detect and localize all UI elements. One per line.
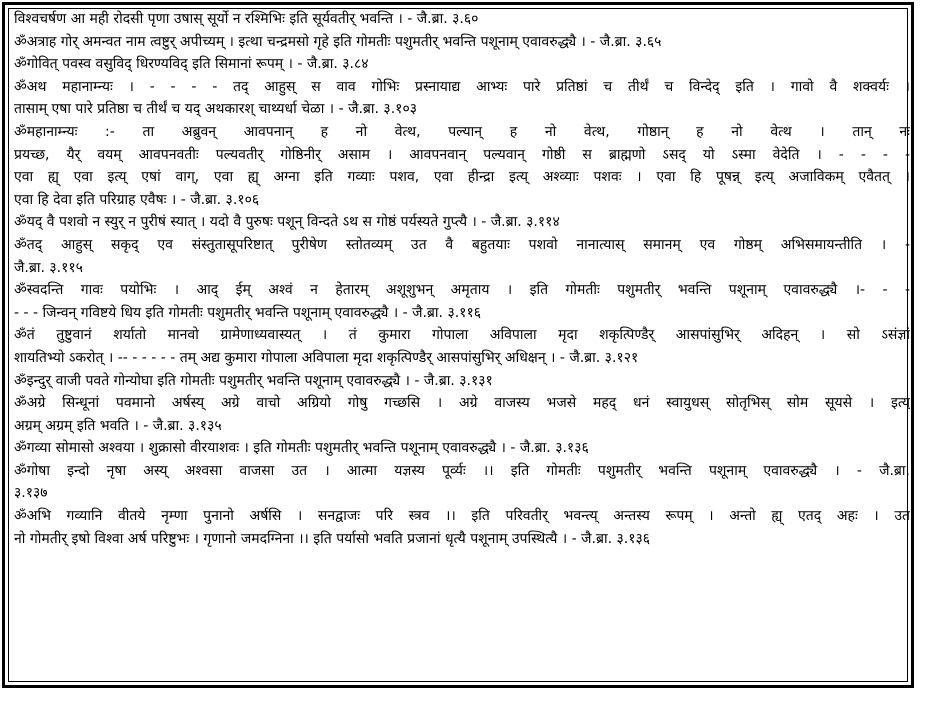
sanskrit-text-block: [14, 8, 910, 550]
text-line: ॐअथ महानाम्न्यः । - - - - तद् आहुस् स वाव गोभिः प्रस्नायाद्य आभ्यः पारे प्रतिष्ठां च तीर्थं च विन्देद् इति । गावो वै शक्वर्यः ।: [14, 78, 910, 95]
text-line: प्रयच्छ, यैर् वयम् आवपनवतीः पल्यवतीर् गोष्ठिनीर् असाम । आवपनवान् पल्यवान् गोष्ठी स ब्राह्मणो ऽसद् यो ऽस्मा वेदेति । - - - -: [14, 146, 910, 163]
text-line: एवा हि देवा इति परिग्राह एवैषः । - जै.ब्रा. ३.१०६: [14, 191, 260, 208]
text-line: जै.ब्रा. ३.११५: [14, 259, 83, 276]
text-line: ३.१३७: [14, 485, 48, 502]
text-line: शायतिभ्यो ऽकरोत् । -- - - - - - तम् अद्य कुमारा गोपाला अविपाला मृदा शकृत्पिण्डैर् आसपांसुभिर् अधिक्षन् । - जै.ब्रा. ३.१२१: [14, 349, 639, 366]
text-line: विश्वचर्षण आ मही रोदसी पृणा उषास् सूर्यो न रश्मिभिः इति सूर्यवतीर् भवन्ति । - जै.ब्रा. ३.६०: [14, 11, 479, 27]
text-line: - - - जिन्वन् गविष्टये धिय इति गोमतीः पशुमतीर् भवन्ति पशूनाम् एवावरुद्ध्यै । - जै.ब्रा. ३.११६: [14, 304, 482, 321]
text-line: ॐमहानाम्न्यः :- ता अब्रुवन् आवपनान् ह नो वेत्थ, पल्यान् ह नो वेत्थ, गोष्ठान् ह नो वेत्थ । तान् नः: [14, 123, 910, 140]
text-line: ॐअत्राह गोर् अमन्वत नाम त्वष्टुर् अपीच्यम् । इत्था चन्द्रमसो गृहे इति गोमतीः पशुमतीर् भवन्ति पशूनाम् एवावरुद्ध्यै । - जै.ब्रा. ३.६५: [14, 33, 662, 50]
text-line: तासाम् एषा पारे प्रतिष्ठा च तीर्थं च यद् अथकारश् चाथ्यर्धा चेळा । - जै.ब्रा. ३.१०३: [14, 101, 417, 118]
text-line: ॐगोषा इन्दो नृषा अस्य् अश्वसा वाजसा उत । आत्मा यज्ञस्य पूर्व्यः ।। इति गोमतीः पशुमतीर् भवन्ति पशूनाम् एवावरुद्ध्यै । - जै.ब्रा.: [14, 462, 910, 479]
text-line: ॐतद् आहुस् सकृद् एव संस्तुतासूपरिष्टात् पुरीषेण स्तोतव्यम् उत वै बहुतयाः पशवो नानात्यास् समानम् एव गोष्ठम् अभिसमायन्तीति । -: [14, 236, 910, 253]
text-line: ॐगव्या सोमासो अश्वया । शुक्रासो वीरयाशवः । इति गोमतीः पशुमतीर् भवन्ति पशूनाम् एवावरुद्ध्यै । - जै.ब्रा. ३.१३६: [14, 440, 589, 457]
text-line: ॐयद् वै पशवो न स्युर् न पुरीषं स्यात् । यदो वै पुरुषः पशून् विन्दते ऽथ स गोष्ठं पर्यस्यते गुप्त्यै । - जै.ब्रा. ३.११४: [14, 214, 560, 231]
text-line: ॐअग्रे सिन्धूनां पवमानो अर्षस्य् अग्रे वाचो अग्रियो गोषु गच्छसि । अग्रे वाजस्य भजसे महद् धनं स्वायुधस् सोतृभिस् सोम सूयसे । इत्य्: [14, 395, 910, 412]
text-line: ॐतं तुष्टुवानं शर्यातो मानवो ग्रामेणाध्यवास्यत् । तं कुमारा गोपाला अविपाला मृदा शकृत्पिण्डैर् आसपांसुभिर् अदिहन् । सो ऽसंज्ञां: [14, 327, 910, 344]
text-line: ॐइन्दुर् वाजी पवते गोन्योघा इति गोमतीः पशुमतीर् भवन्ति पशूनाम् एवावरुद्ध्यै । - जै.ब्रा. ३.१३१: [14, 372, 493, 389]
text-line: अग्रम् अग्रम् इति भवति । - जै.ब्रा. ३.१३५: [14, 417, 222, 434]
text-line: ॐगोवित् पवस्व वसुविद् धिरण्यविद् इति सिमानां रूपम् । - जै.ब्रा. ३.८४: [14, 56, 369, 73]
text-line: ॐस्वदन्ति गावः पयोभिः । आद् ईम् अश्वं न हेतारम् अशूशुभन् अमृताय । इति गोमतीः पशुमतीर् भवन्ति पशूनाम् एवावरुद्ध्यै ।- - -: [14, 282, 910, 299]
text-line: एवा ह्य् एवा इत्य् एषां वाग्, एवा ह्य् अग्ना इति गव्याः पशव, एवा हीन्द्रा इत्य् अश्व्याः पशवः । एवा हि पूषन्न् इत्य् अजाविकम् एवैतत् ।: [14, 169, 910, 186]
text-line: नो गोमतीर् इषो विश्वा अर्ष परिष्टुभः । गृणानो जमदग्निना ।। इति पर्यासो भवति प्रजानां धृत्यै पशूनाम् उपस्थित्यै । - जै.ब्रा. ३.१३६: [14, 530, 651, 547]
text-line: ॐअभि गव्यानि वीतये नृम्णा पुनानो अर्षसि । सनद्वाजः परि स्त्रव ।। इति परिवतीर् भवन्त्य् अन्तस्य रूपम् । अन्तो ह्य् एतद् अहः । उत: [14, 508, 910, 525]
